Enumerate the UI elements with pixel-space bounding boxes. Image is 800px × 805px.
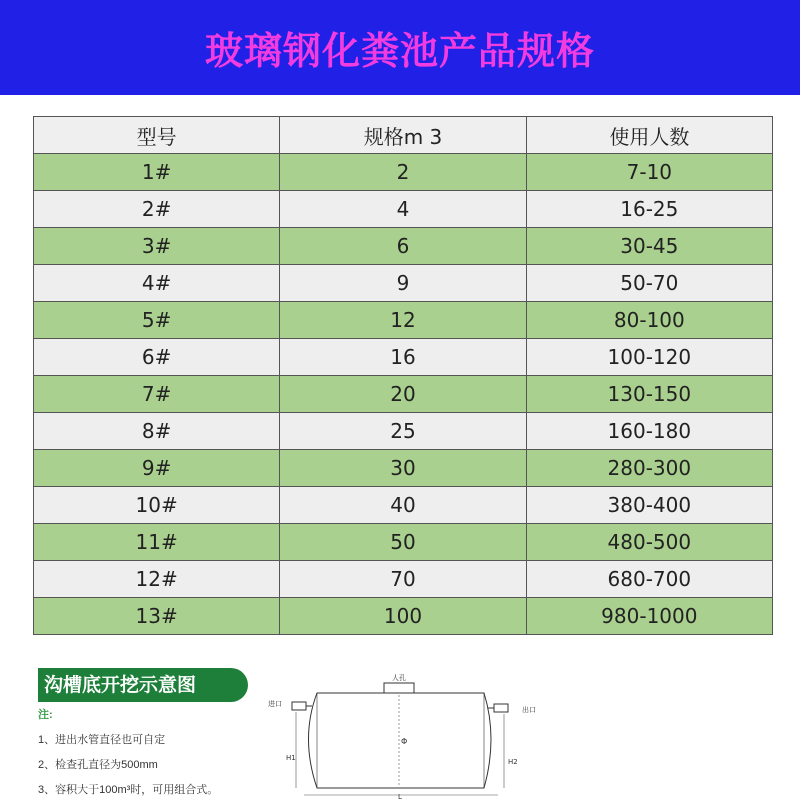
outlet-label: 出口 xyxy=(522,706,536,714)
table-row xyxy=(34,302,773,339)
cell-model: 3# xyxy=(34,228,280,265)
cell-volume: 100 xyxy=(280,598,526,635)
cell-model: 11# xyxy=(34,524,280,561)
cell-model: 4# xyxy=(34,265,280,302)
cell-users: 50-70 xyxy=(526,265,772,302)
notes-block xyxy=(38,668,253,797)
cell-users: 680-700 xyxy=(526,561,772,598)
header-users: 使用人数 xyxy=(526,117,772,154)
table-row xyxy=(34,450,773,487)
cell-model: 7# xyxy=(34,376,280,413)
title-banner xyxy=(0,0,800,95)
cell-users: 160-180 xyxy=(526,413,772,450)
table-row xyxy=(34,376,773,413)
note-item: 2、检查孔直径为500mm xyxy=(38,759,158,771)
cell-volume: 20 xyxy=(280,376,526,413)
inlet-label: 进口 xyxy=(268,700,282,708)
note-item: 1、进出水管直径也可自定 xyxy=(38,734,166,746)
length-label: L xyxy=(398,793,402,800)
tank-body xyxy=(309,693,492,788)
cell-users: 380-400 xyxy=(526,487,772,524)
cell-users: 280-300 xyxy=(526,450,772,487)
cell-model: 13# xyxy=(34,598,280,635)
cell-model: 1# xyxy=(34,154,280,191)
cell-volume: 9 xyxy=(280,265,526,302)
tank-diagram xyxy=(262,668,552,800)
page-title: 玻璃钢化粪池产品规格 xyxy=(204,29,595,73)
table-row xyxy=(34,561,773,598)
cell-volume: 6 xyxy=(280,228,526,265)
manhole-label: 人孔 xyxy=(392,674,406,682)
table-header-row xyxy=(34,117,773,154)
cell-model: 12# xyxy=(34,561,280,598)
cell-users: 980-1000 xyxy=(526,598,772,635)
inlet-pipe xyxy=(292,702,306,710)
notes-title: 沟槽底开挖示意图 xyxy=(38,668,248,702)
table-row xyxy=(34,228,773,265)
h1-label: H1 xyxy=(286,754,296,762)
cell-users: 480-500 xyxy=(526,524,772,561)
cell-users: 80-100 xyxy=(526,302,772,339)
outlet-pipe xyxy=(494,704,508,712)
cell-users: 30-45 xyxy=(526,228,772,265)
notes-label: 注: xyxy=(38,709,53,721)
cell-model: 9# xyxy=(34,450,280,487)
diameter-label: Φ xyxy=(401,737,408,746)
cell-volume: 40 xyxy=(280,487,526,524)
header-model: 型号 xyxy=(34,117,280,154)
table-row xyxy=(34,339,773,376)
cell-model: 10# xyxy=(34,487,280,524)
cell-volume: 25 xyxy=(280,413,526,450)
cell-volume: 30 xyxy=(280,450,526,487)
cell-volume: 12 xyxy=(280,302,526,339)
header-volume: 规格m 3 xyxy=(280,117,526,154)
cell-users: 130-150 xyxy=(526,376,772,413)
cell-users: 16-25 xyxy=(526,191,772,228)
h2-label: H2 xyxy=(508,758,518,766)
cell-model: 5# xyxy=(34,302,280,339)
cell-volume: 4 xyxy=(280,191,526,228)
table-row xyxy=(34,191,773,228)
cell-volume: 50 xyxy=(280,524,526,561)
cell-volume: 16 xyxy=(280,339,526,376)
tank-drawing xyxy=(262,668,552,800)
cell-volume: 2 xyxy=(280,154,526,191)
note-item: 3、容积大于100m³时，可用组合式。 xyxy=(38,784,219,796)
table-row xyxy=(34,154,773,191)
table-row xyxy=(34,413,773,450)
cell-model: 6# xyxy=(34,339,280,376)
table-row xyxy=(34,598,773,635)
cell-users: 7-10 xyxy=(526,154,772,191)
table-row xyxy=(34,265,773,302)
cell-model: 2# xyxy=(34,191,280,228)
table-row xyxy=(34,487,773,524)
spec-table xyxy=(33,116,773,635)
cell-users: 100-120 xyxy=(526,339,772,376)
manhole-shape xyxy=(384,683,414,693)
table-row xyxy=(34,524,773,561)
cell-volume: 70 xyxy=(280,561,526,598)
cell-model: 8# xyxy=(34,413,280,450)
